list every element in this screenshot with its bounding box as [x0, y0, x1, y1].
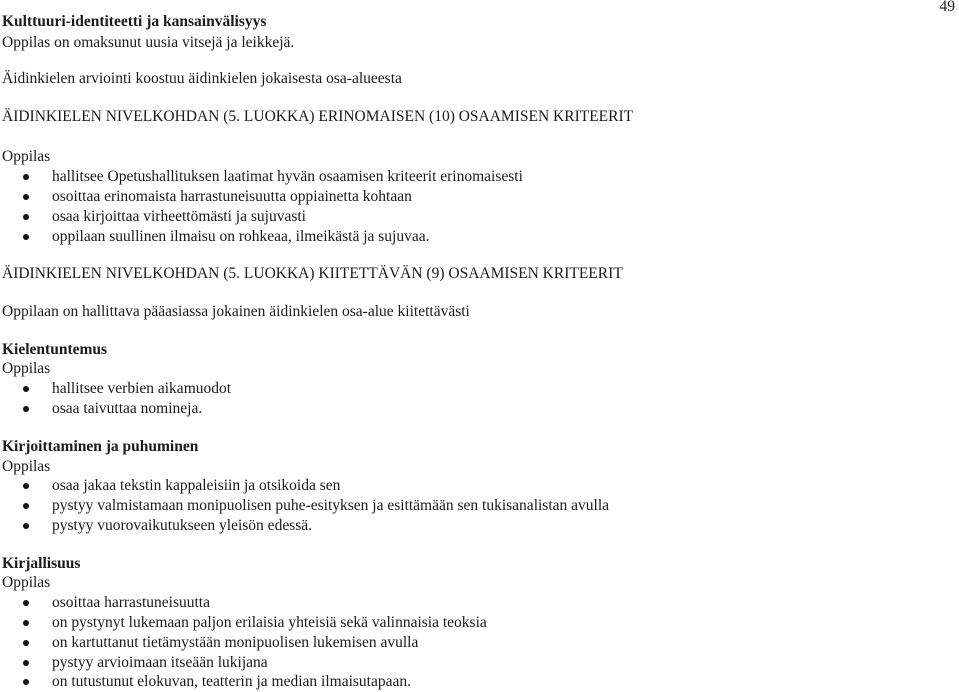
excellent-subject: Oppilas: [2, 148, 51, 165]
list-item-text: pystyy vuorovaikutukseen yleisön edessä.: [52, 517, 313, 534]
bullet-icon: [23, 483, 29, 489]
bullet-icon: [23, 523, 29, 529]
commendable-heading: ÄIDINKIELEN NIVELKOHDAN (5. LUOKKA) KIITETTÄVÄN (9) OSAAMISEN KRITEERIT: [2, 265, 623, 282]
list-item-text: osaa jakaa tekstin kappaleisiin ja otsikoida sen: [52, 477, 341, 494]
bullet-icon: [23, 214, 29, 220]
intro-text: Äidinkielen arviointi koostuu äidinkielen jokaisesta osa-alueesta: [2, 70, 402, 87]
header-subtitle: Oppilas on omaksunut uusia vitsejä ja leikkejä.: [2, 34, 295, 51]
bullet-icon: [23, 620, 29, 626]
list-item-text: on pystynyt lukemaan paljon erilaisia yhteisiä sekä valinnaisia teoksia: [52, 614, 487, 631]
section-subject: Oppilas: [2, 360, 51, 377]
bullet-icon: [23, 660, 29, 666]
bullet-icon: [23, 194, 29, 200]
list-item-text: osoittaa erinomaista harrastuneisuutta oppiainetta kohtaan: [52, 188, 412, 205]
bullet-icon: [23, 234, 29, 240]
bullet-icon: [23, 600, 29, 606]
excellent-heading: ÄIDINKIELEN NIVELKOHDAN (5. LUOKKA) ERINOMAISEN (10) OSAAMISEN KRITEERIT: [2, 108, 634, 125]
commendable-intro: Oppilaan on hallittava pääasiassa jokainen äidinkielen osa-alue kiitettävästi: [2, 303, 470, 320]
list-item-text: osoittaa harrastuneisuutta: [52, 594, 210, 611]
list-item-text: on kartuttanut tietämystään monipuolisen lukemisen avulla: [52, 634, 419, 651]
list-item-text: oppilaan suullinen ilmaisu on rohkeaa, ilmeikästä ja sujuvaa.: [52, 228, 430, 245]
page-number: 49: [939, 0, 955, 15]
list-item-text: on tutustunut elokuvan, teatterin ja median ilmaisutapaan.: [52, 673, 411, 690]
header-title: Kulttuuri-identiteetti ja kansainvälisyys: [2, 13, 267, 30]
list-item-text: hallitsee Opetushallituksen laatimat hyvän osaamisen kriteerit erinomaisesti: [52, 168, 523, 185]
list-item-text: osaa kirjoittaa virheettömästi ja sujuvasti: [52, 208, 306, 225]
section-title: Kirjoittaminen ja puhuminen: [2, 438, 199, 455]
section-title: Kielentuntemus: [2, 341, 108, 358]
list-item-text: pystyy valmistamaan monipuolisen puhe-esityksen ja esittämään sen tukisanalistan avulla: [52, 497, 610, 514]
list-item-text: pystyy arvioimaan itseään lukijana: [52, 654, 268, 671]
list-item-text: hallitsee verbien aikamuodot: [52, 380, 232, 397]
bullet-icon: [23, 174, 29, 180]
document-page: [2, 0, 957, 692]
bullet-icon: [23, 386, 29, 392]
section-subject: Oppilas: [2, 458, 51, 475]
section-title: Kirjallisuus: [2, 555, 81, 572]
bullet-icon: [23, 406, 29, 412]
section-subject: Oppilas: [2, 574, 51, 591]
bullet-icon: [23, 640, 29, 646]
bullet-icon: [23, 679, 29, 685]
bullet-icon: [23, 503, 29, 509]
list-item-text: osaa taivuttaa nomineja.: [52, 400, 203, 417]
